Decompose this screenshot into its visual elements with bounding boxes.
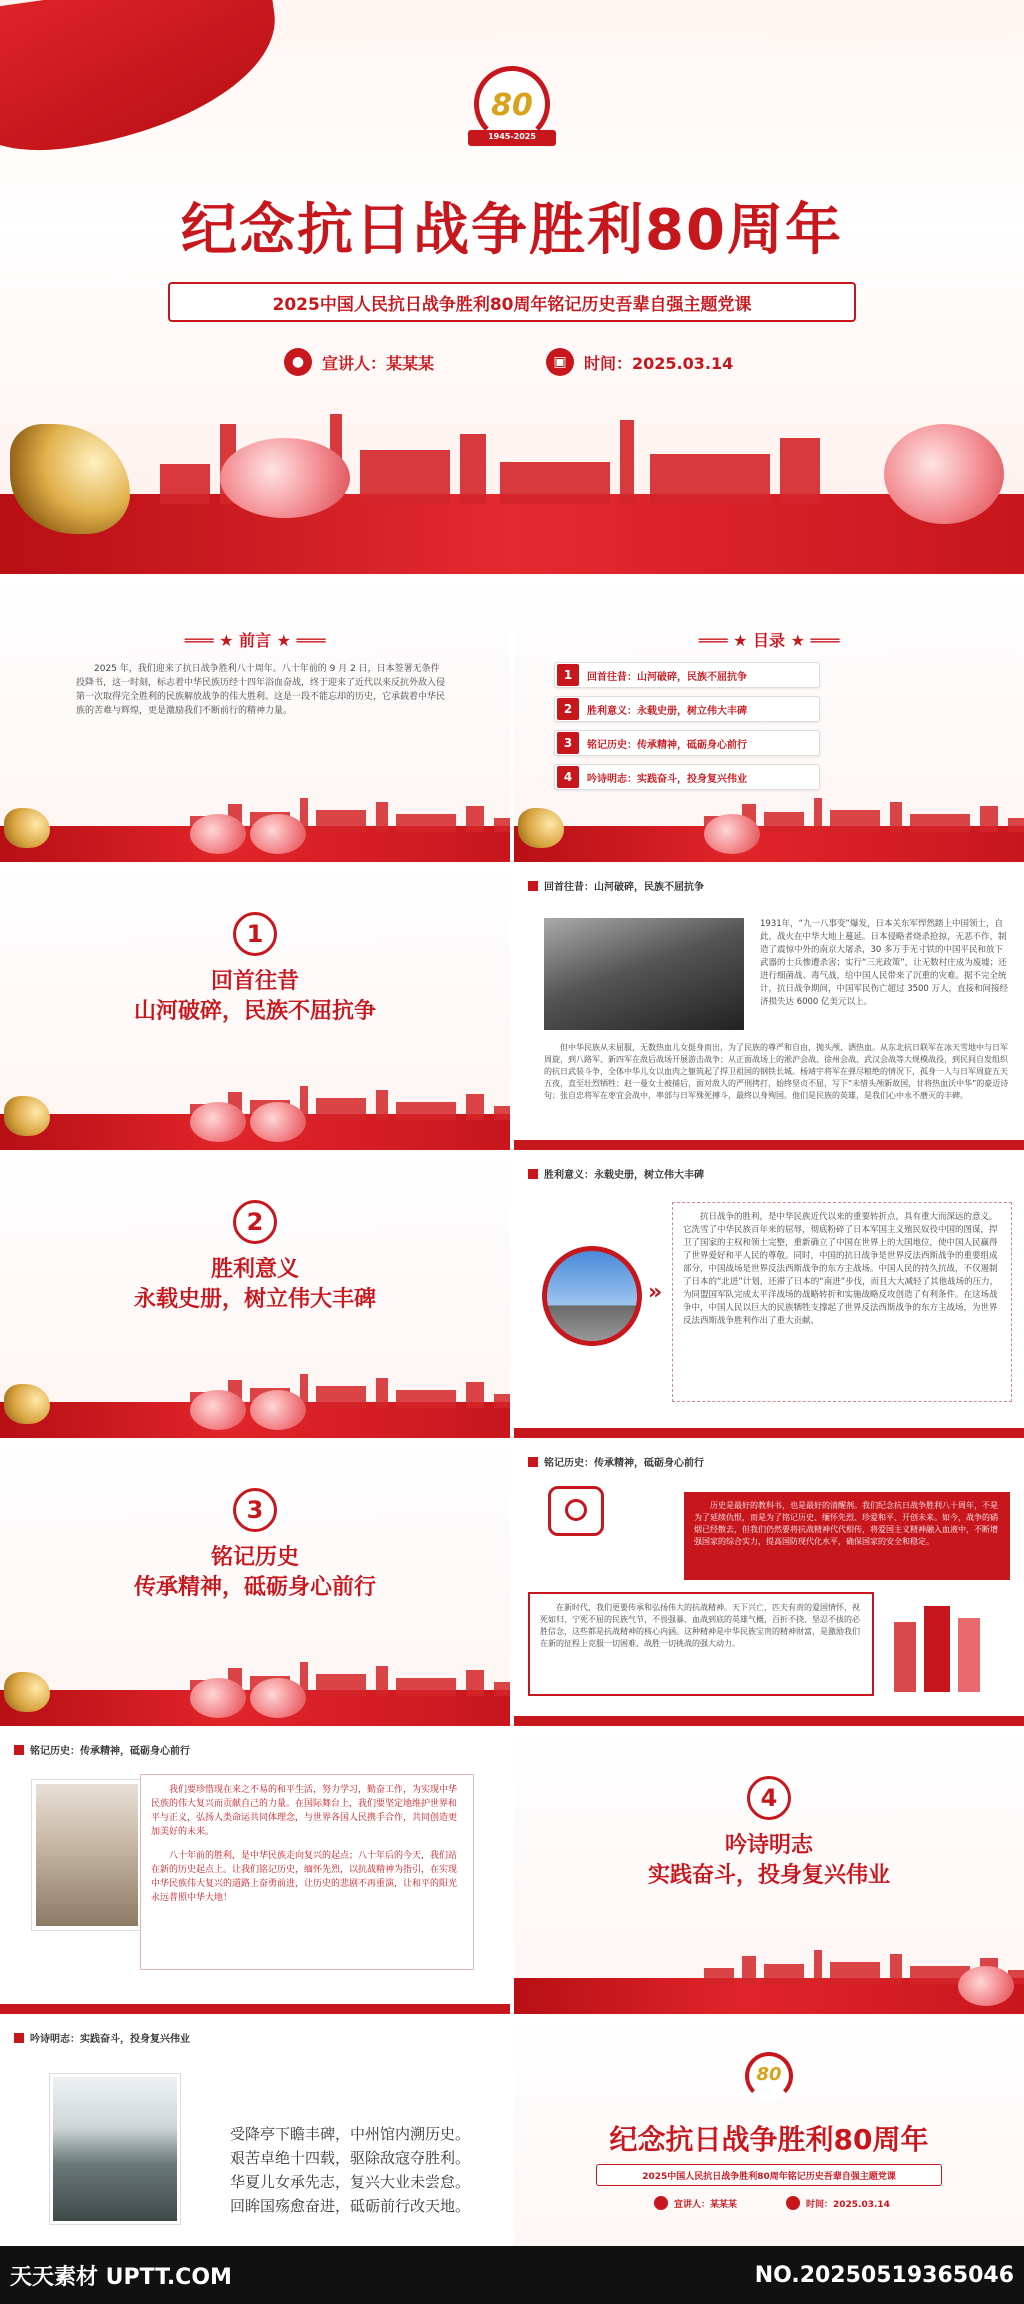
chapter-title-line2: 山河破碎，民族不屈抗争: [133, 999, 376, 1024]
bottom-stripe: [514, 1428, 1024, 1438]
detail-paragraph-2: 但中华民族从未屈服，无数热血儿女挺身而出，为了民族的尊严和自由，抛头颅、洒热血。从东北抗日联军在冰天雪地中与日军周旋，到八路军、新四军在敌后战场开展游击战争；从正面战场上的淞沪会战、徐州会战、武汉会战等大规模战役，到民间自发组织的抗日武装斗争，全体中华儿女以血肉之躯筑起了捍卫祖国的钢铁长城。杨靖宇将军在弹尽粮绝的情况下，孤身一人与日军周旋五天五夜，直至壮烈牺牲；赵一曼女士被捕后，面对敌人的严刑拷打，始终坚贞不屈，写下“未惜头颅新故国，甘将热血沃中华”的豪迈诗句；张自忠将军在枣宜会战中，率部与日军殊死搏斗，最终以身殉国。他们是民族的英雄，是我们心中永不磨灭的丰碑。: [544, 1043, 1009, 1100]
chapter-title-line2: 传承精神，砥砺身心前行: [133, 1575, 376, 1600]
cover-title: 纪念抗日战争胜利80周年: [181, 198, 843, 263]
camera-icon: [548, 1486, 604, 1536]
monument-photo: [542, 1246, 642, 1346]
red-ribbon: [0, 0, 289, 162]
bottom-stripe: [0, 2004, 510, 2014]
history-box: 历史是最好的教科书，也是最好的清醒剂。我们纪念抗日战争胜利八十周年，不是为了延续仇恨，而是为了铭记历史、缅怀先烈、珍爱和平、开创未来。如今，战争的硝烟已经散去，但我们仍然要将抗战精神代代相传，将爱国主义精神融入血液中，不断增强国家的综合实力，提高国防现代化水平，确保国家的安全和稳定。: [684, 1492, 1010, 1580]
toc-slide[interactable]: [514, 578, 1024, 862]
chapter-title-line1: 铭记历史: [210, 1545, 299, 1570]
slide-footer-band: [0, 1368, 510, 1438]
pavilion-photo: [50, 2074, 180, 2224]
chevron-right-icon: »: [648, 1280, 663, 1305]
chapter-title-line1: 胜利意义: [210, 1257, 299, 1282]
bottom-stripe: [514, 1716, 1024, 1726]
chapter-number: 4: [747, 1776, 791, 1820]
slide-footer-band: [0, 792, 510, 862]
chapter-number: 3: [233, 1488, 277, 1532]
toc-item-1[interactable]: 1 回首往昔：山河破碎，民族不屈抗争: [554, 662, 820, 688]
closing-subtitle: 2025中国人民抗日战争胜利80周年铭记历史吾辈自强主题党课: [642, 2171, 896, 2182]
slide-footer-band: [0, 1656, 510, 1726]
war-photo: [544, 918, 744, 1030]
user-icon: [654, 2196, 668, 2210]
bullet-icon: [528, 1457, 538, 1467]
slide-footer-band: [0, 1080, 510, 1150]
slide-heading: 吟诗明志：实践奋斗，投身复兴伟业: [14, 2030, 190, 2045]
calendar-icon: ▣: [546, 348, 574, 376]
slide-heading: 铭记历史：传承精神，砥砺身心前行: [14, 1742, 190, 1757]
chapter-1-slide[interactable]: [0, 866, 510, 1150]
spirit-box: 在新时代，我们更要传承和弘扬伟大的抗战精神。天下兴亡，匹夫有责的爱国情怀，视死如归、宁死不屈的民族气节，不畏强暴、血战到底的英雄气概，百折不挠、坚忍不拔的必胜信念，这些都是抗战精神的核心内涵。这种精神是中华民族宝贵的精神财富，是激励我们在新的征程上克服一切困难、战胜一切挑战的强大动力。: [528, 1592, 874, 1696]
chapter-4-slide[interactable]: [514, 1730, 1024, 2014]
bullet-icon: [14, 1745, 24, 1755]
speaker-row: [284, 348, 434, 376]
chapter-number: 1: [233, 912, 277, 956]
cover-band: [0, 404, 1024, 574]
cover-subtitle-box: [168, 282, 856, 322]
significance-box: 抗日战争的胜利，是中华民族近代以来的重要转折点，具有重大而深远的意义。它洗雪了中华民族百年来的屈辱，彻底粉碎了日本军国主义殖民奴役中国的图谋，捍卫了国家的主权和领土完整，重新确立了中国在世界上的大国地位，使中国人民赢得了世界爱好和平人民的尊敬。同时，中国的抗日战争是世界反法西斯战争的重要组成部分，中国战场是世界反法西斯战争的东方主战场。中国人民的持久抗战，不仅遏制了日本的“北进”计划，还滞了日本的“南进”步伐，而且大大减轻了其他战场的压力，为同盟国军队完成太平洋战场的战略转折和实施战略反攻创造了有利条件。在这场战争中，中国人民以巨大的民族牺牲支撑起了世界反法西斯战争的东方主战场，为世界反法西斯战争胜利作出了重大贡献。: [672, 1202, 1012, 1402]
closing-title: 纪念抗日战争胜利80周年: [609, 2123, 929, 2156]
time-text: 时间：2025.03.14: [806, 2199, 890, 2210]
chapter-3-detail-2-slide[interactable]: [0, 1730, 510, 2014]
peony-flower: [884, 424, 1004, 524]
peace-paragraph-1: 我们要珍惜现在来之不易的和平生活，努力学习，勤奋工作，为实现中华民族的伟大复兴而贡献自己的力量。在国际舞台上，我们要坚定地维护世界和平与正义，弘扬人类命运共同体理念，与世界各国人民携手合作，共同创造更加美好的未来。: [151, 1785, 458, 1837]
chapter-2-slide[interactable]: [0, 1154, 510, 1438]
slide-heading: 胜利意义：永载史册，树立伟大丰碑: [528, 1166, 704, 1181]
poem: [230, 2122, 470, 2218]
cover-subtitle: 2025中国人民抗日战争胜利80周年铭记历史吾辈自强主题党课: [272, 294, 752, 315]
slide-heading: 回首往昔：山河破碎，民族不屈抗争: [528, 878, 704, 893]
poem-line-2: 艰苦卓绝十四载，驱除敌寇夺胜利。: [230, 2149, 471, 2167]
slide-footer-band: [514, 1944, 1024, 2014]
chapter-2-detail-slide[interactable]: [514, 1154, 1024, 1438]
chapter-title-line1: 回首往昔: [210, 969, 299, 994]
chapter-3-detail-slide[interactable]: [514, 1442, 1024, 1726]
emblem-number: 80: [756, 2064, 782, 2085]
watermark-right: NO.20250519365046: [754, 2262, 1014, 2288]
poem-line-1: 受降亭下瞻丰碑，中州馆内溯历史。: [230, 2125, 471, 2143]
slide-footer-band: [514, 792, 1024, 862]
watermark-bar: [0, 2246, 1024, 2304]
preface-heading: ═══ ★ 前言 ★ ═══: [184, 631, 326, 650]
preface-slide[interactable]: [0, 578, 510, 862]
poem-line-3: 华夏儿女承先志，复兴大业未尝怠。: [230, 2173, 471, 2191]
toc-item-2[interactable]: 2 胜利意义：永载史册，树立伟大丰碑: [554, 696, 820, 722]
closing-time-row: [786, 2196, 890, 2210]
chapter-3-slide[interactable]: [0, 1442, 510, 1726]
chapter-title-line2: 永载史册，树立伟大丰碑: [133, 1287, 376, 1312]
peace-box: [140, 1774, 474, 1970]
closing-subtitle-box: [596, 2164, 942, 2186]
raised-fists-icon: [890, 1602, 1000, 1692]
slide-heading: 铭记历史：传承精神，砥砺身心前行: [528, 1454, 704, 1469]
emblem-number: 80: [491, 88, 533, 123]
chapter-title-line1: 吟诗明志: [724, 1833, 813, 1858]
preface-text: 2025 年，我们迎来了抗日战争胜利八十周年。八十年前的 9 月 2 日，日本签署无条件投降书，这一时刻，标志着中华民族历经十四年浴血奋战，终于迎来了近代以来反抗外敌入侵第一次取得完全胜利的民族解放战争的伟大胜利。这是一段不能忘却的历史，它承载着中华民族的苦难与辉煌，更是激励我们不断前行的精神力量。: [76, 664, 446, 716]
time-text: 时间：2025.03.14: [584, 353, 734, 373]
toc-heading: ═══ ★ 目录 ★ ═══: [698, 631, 840, 650]
watermark-left: 天天素材 UPTT.COM: [10, 2264, 232, 2290]
bottom-stripe: [514, 1140, 1024, 1150]
user-icon: ●: [284, 348, 312, 376]
statue-photo: [32, 1780, 142, 1930]
detail-paragraph-1: 1931年，“九一八事变”爆发，日本关东军悍然踏上中国领土，自此，战火在中华大地上蔓延。日本侵略者烧杀抢掠，无恶不作，制造了震惊中外的南京大屠杀，30 多万手无寸铁的中国平民和放下武器的士兵惨遭杀害；实行“三光政策”，让无数村庄成为废墟；还进行细菌战、毒气战，给中国人民带来了沉重的灾难。据不完全统计，抗日战争期间，中国军民伤亡超过 3500 万人，直接和间接经济损失达 6000 亿美元以上。: [760, 919, 1009, 1007]
cover-slide[interactable]: [0, 0, 1024, 574]
chapter-title-line2: 实践奋斗，投身复兴伟业: [647, 1863, 890, 1888]
closing-emblem: [739, 2052, 799, 2108]
bullet-icon: [528, 1169, 538, 1179]
emblem: [462, 66, 562, 162]
calendar-icon: [786, 2196, 800, 2210]
emblem-years: 1945-2025: [488, 132, 536, 141]
toc-item-3[interactable]: 3 铭记历史：传承精神，砥砺身心前行: [554, 730, 820, 756]
poem-line-4: 回眸国殇愈奋进，砥砺前行改天地。: [230, 2197, 471, 2215]
closing-speaker-row: [654, 2196, 737, 2210]
time-row: [546, 348, 733, 376]
peony-flower: [220, 438, 350, 518]
chapter-1-detail-slide[interactable]: [514, 866, 1024, 1150]
toc-item-4[interactable]: 4 吟诗明志：实践奋斗，投身复兴伟业: [554, 764, 820, 790]
bullet-icon: [528, 881, 538, 891]
chapter-number: 2: [233, 1200, 277, 1244]
peace-paragraph-2: 八十年前的胜利，是中华民族走向复兴的起点；八十年后的今天，我们站在新的历史起点上。让我们铭记历史，缅怀先烈，以抗战精神为指引，在实现中华民族伟大复兴的道路上奋勇前进，让历史的悲剧不再重演，让和平的阳光永远普照中华大地！: [151, 1851, 458, 1903]
speaker-text: 宣讲人：某某某: [674, 2199, 738, 2210]
speaker-text: 宣讲人：某某某: [322, 353, 435, 373]
bullet-icon: [14, 2033, 24, 2043]
